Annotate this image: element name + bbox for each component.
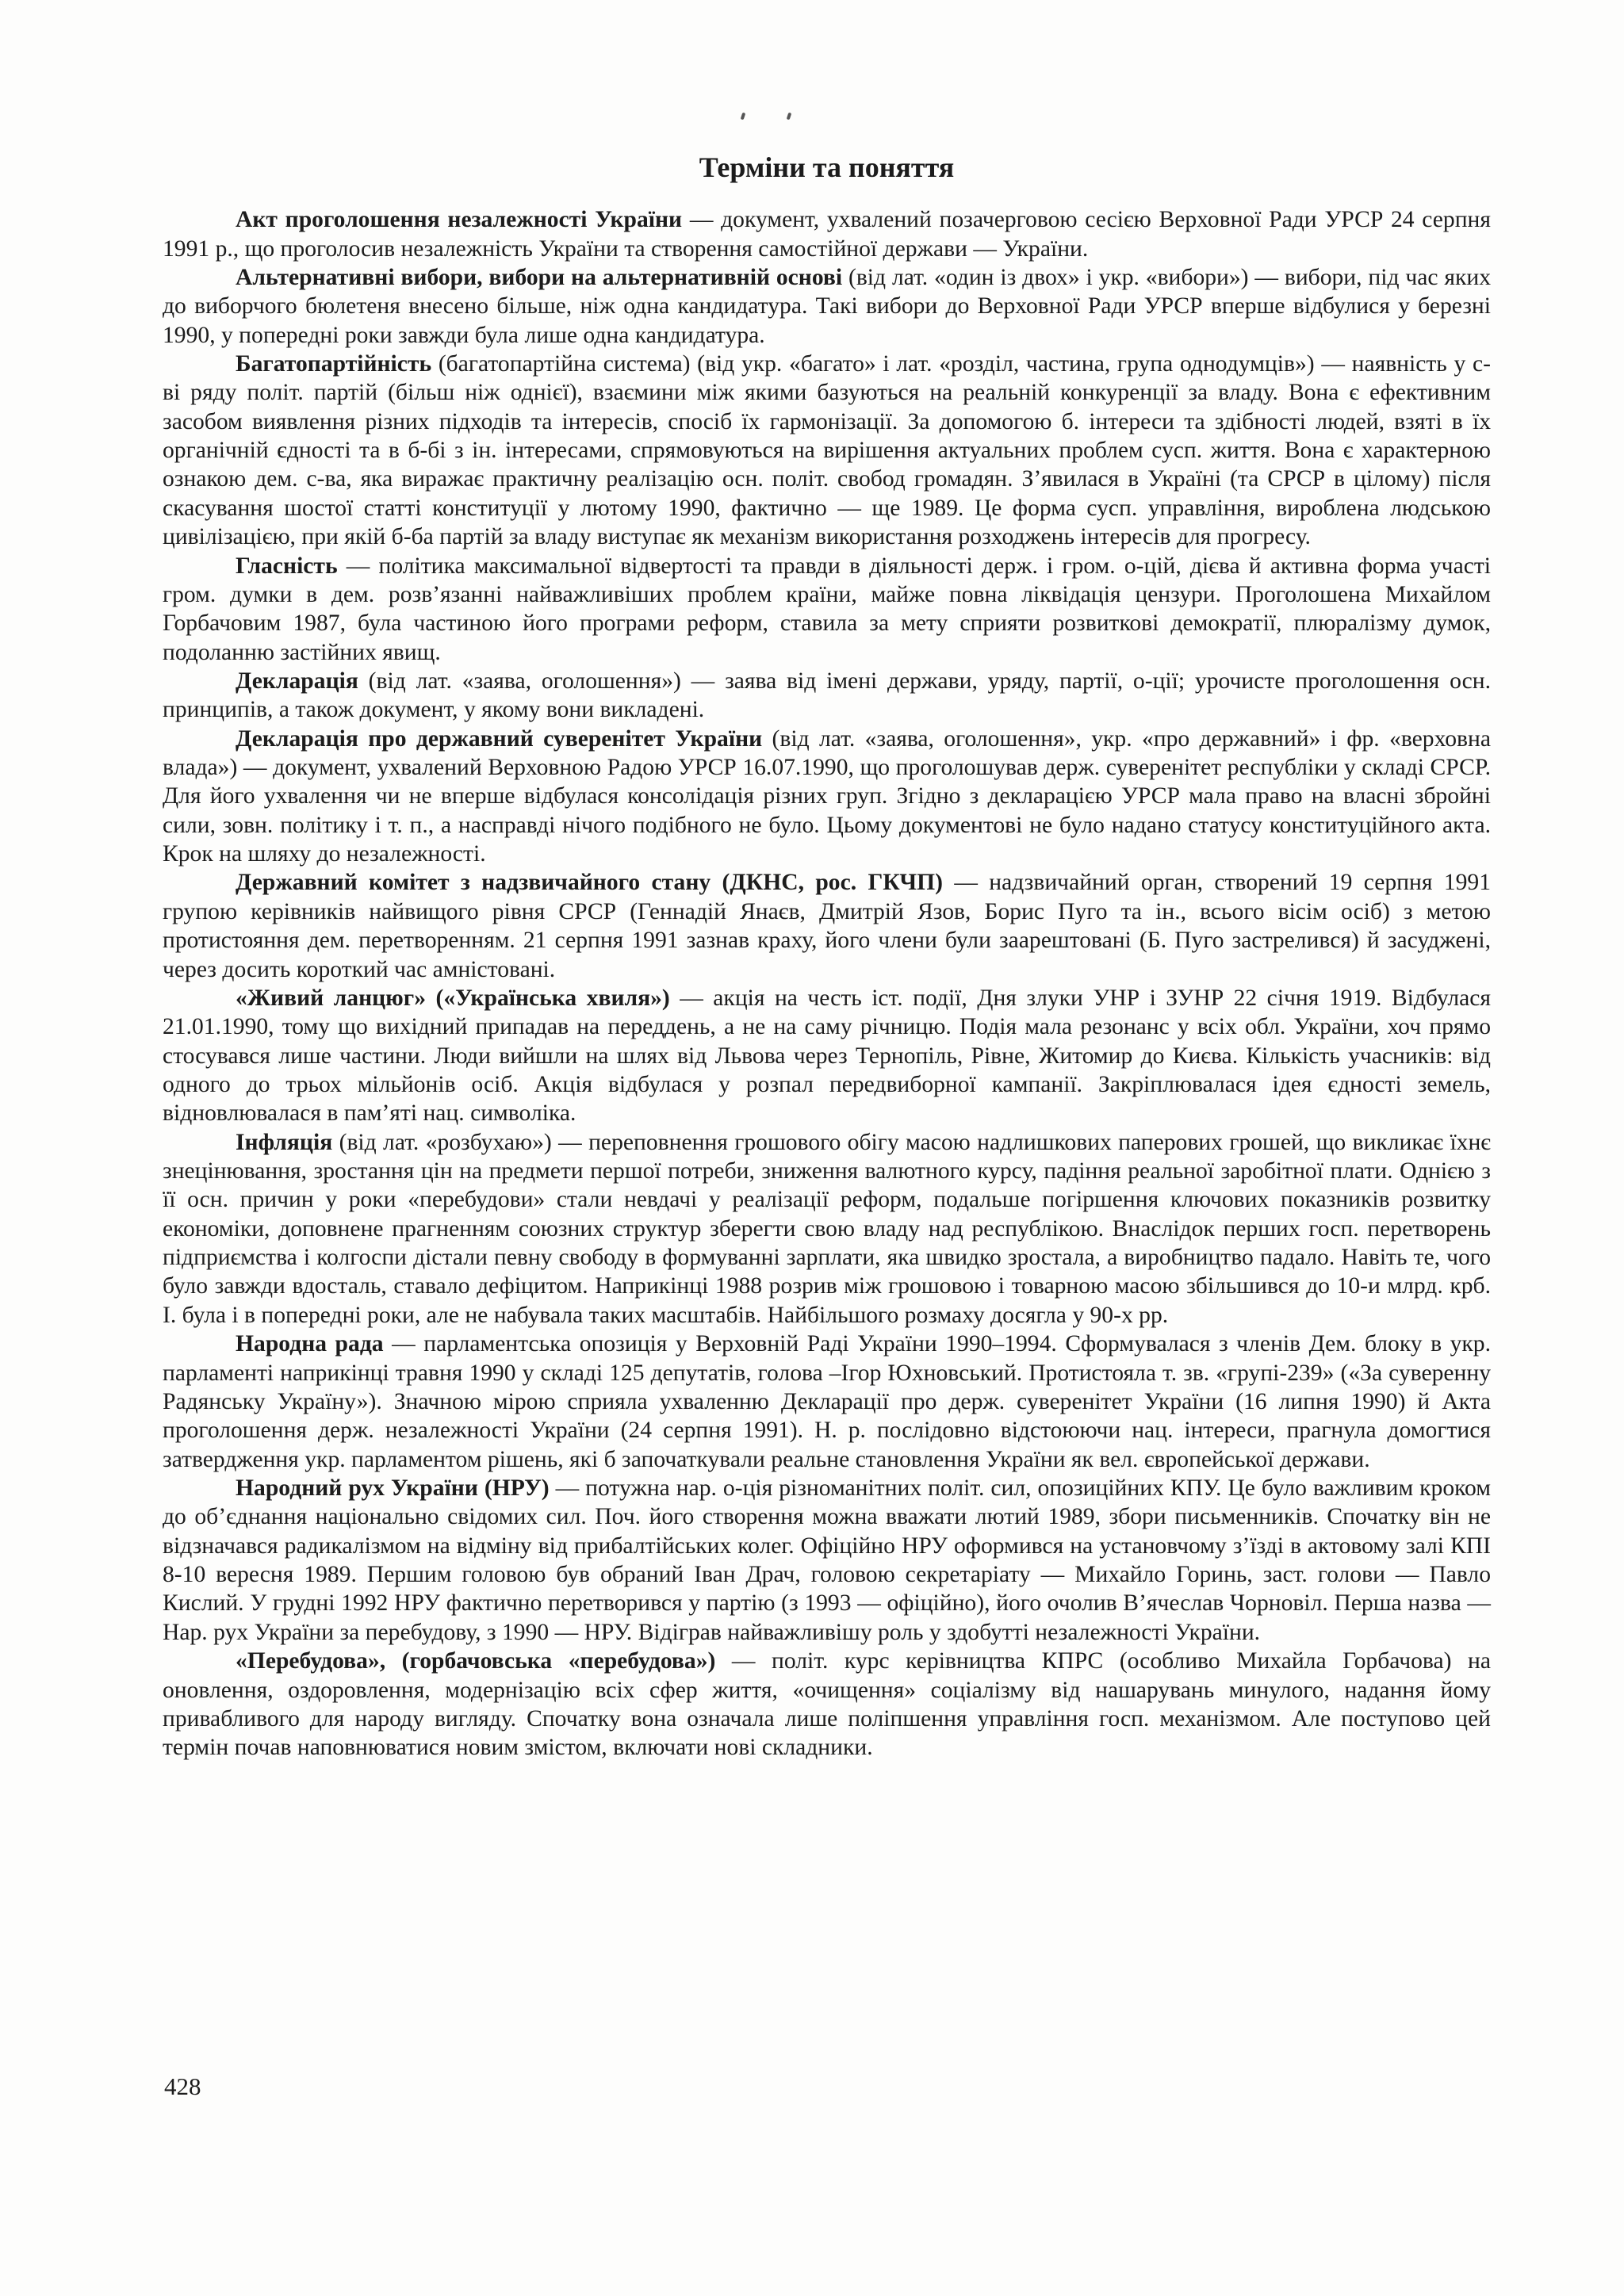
term-entry [163,263,1491,350]
term-entry [163,1128,1491,1330]
term-definition: — політика максимальної відвертості та правди в діяльності держ. і гром. о-цій, дієва й активна форма участі гром. думки в дем. розв’язанні найважливіших проблем країни, майже повна ліквідація цензури. Проголошена Михайлом Горбачовим 1987, була частиною його програми реформ, ставила за мету сприяти розвиткові демократії, плюралізму думок, подоланню застійних явищ. [163,553,1491,665]
term-name: Гласність [236,553,338,579]
term-entry [163,1474,1491,1647]
term-definition: (від лат. «заява, оголошення», укр. «про державний» і фр. «верховна влада») — документ, ухвалений Верховною Радою УРСР 16.07.1990, що проголошував держ. суверенітет республіки у складі СРСР. Для його ухвалення чи не вперше відбулася консолідація різних груп. Згідно з декларацією УРСР мала право на власні збройні сили, зовн. політику і т. п., а насправді нічого подібного не було. Цьому документові не було надано статусу конституційного акта. Крок на шляху до незалежності. [163,725,1491,867]
page-number: 428 [164,2072,201,2100]
term-name: Народний рух України (НРУ) [236,1475,550,1501]
term-entry [163,350,1491,552]
term-name: Багатопартійність [236,350,432,377]
term-definition: — надзвичайний орган, створений 19 серпня 1991 групою керівників найвищого рівня СРСР (Геннадій Янаєв, Дмитрій Язов, Борис Пуго та ін., всього вісім осіб) з метою протистояння дем. перетворенням. 21 серпня 1991 зазнав краху, його члени були заарештовані (Б. Пуго застрелився) й засуджені, через досить короткий час амністовані. [163,870,1492,982]
term-entry [163,1647,1491,1762]
term-name: Народна рада [236,1331,384,1357]
page-title: Терміни та поняття [699,151,955,183]
document-page [163,111,1491,1762]
term-definition: — політ. курс керівництва КПРС (особливо Михайла Горбачова) на оновлення, оздоровлення, модернізацію всіх сфер життя, «очищення» соціалізму від нашарувань минулого, надання йому привабливого для народу вигляду. Спочатку вона означала лише поліпшення управління госп. механізмом. Але поступово цей термін почав наповнюватися новим змістом, включати нові складники. [163,1648,1492,1761]
term-entry [163,725,1491,869]
term-name: Інфляція [236,1129,333,1155]
term-entry [163,1330,1491,1474]
term-name: «Перебудова», (горбачовська «перебудова») [236,1648,716,1674]
term-name: Акт проголошення незалежності України [236,207,683,233]
term-name: Альтернативні вибори, вибори на альтернативній основі [236,264,843,290]
term-name: «Живий ланцюг» («Українська хвиля») [236,985,670,1011]
term-definition: (від лат. «заява, оголошення») — заява від імені держави, уряду, партії, о-ції; урочисте проголошення осн. принципів, а також документ, у якому вони викладені. [163,668,1491,723]
term-entry [163,868,1491,983]
term-entry [163,552,1491,667]
term-entry [163,984,1491,1128]
term-definition: — потужна нар. о-ція різноманітних політ. сил, опозиційних КПУ. Це було важливим кроком до об’єднання національно свідомих сил. Поч. його створення можна вважати лютий 1989, збори письменників. Спочатку він не відзначався радикалізмом на відміну від прибалтійських колег. Офіційно НРУ оформився на установчому з’їзді в актовому залі КПІ 8-10 вересня 1989. Першим головою був обраний Іван Драч, головою секретаріату — Михайло Горинь, заст. голови — Павло Кислий. У грудні 1992 НРУ фактично перетворився у партію (з 1993 — офіційно), його очолив В’ячеслав Чорновіл. Перша назва — Нар. рух України за перебудову, з 1990 — НРУ. Відіграв найважливішу роль у здобутті незалежності України. [163,1475,1491,1645]
term-definition: — документ, ухвалений позачерговою сесією Верховної Ради УРСР 24 серпня 1991 р., що проголосив незалежність України та створення самостійної держави — України. [163,207,1492,262]
term-definition: — парламентська опозиція у Верховній Раді України 1990–1994. Сформувалася з членів Дем. блоку в укр. парламенті наприкінці травня 1990 у складі 125 депутатів, голова –Ігор Юхновський. Протистояла т. зв. «групі-239» («За суверенну Радянську Україну»). Значною мірою сприяла ухваленню Декларації про держ. суверенітет України (16 липня 1990) й Акта проголошення держ. незалежності України (24 серпня 1991). Н. р. послідовно відстоюючи нац. інтереси, прагнула домогтися затвердження укр. парламентом рішень, які б започаткували реальне становлення України як вел. європейської держави. [163,1331,1491,1472]
term-entry [163,667,1491,725]
term-definition: — акція на честь іст. події, Дня злуки УНР і ЗУНР 22 січня 1919. Відбулася 21.01.1990, тому що вихідний припадав на переддень, а не на саму річницю. Подія мала резонанс у всіх обл. України, хоч прямо стосувався лише частини. Люди вийшли на шлях від Львова через Тернопіль, Рівне, Житомир до Києва. Кількість учасників: від одного до трьох мільйонів осіб. Акція відбулася у розпал передвиборної кампанії. Закріплювалася ідея єдності земель, відновлювалася в пам’яті нац. символіка. [163,985,1491,1127]
term-name: Державний комітет з надзвичайного стану (ДКНС, рос. ГКЧП) [236,870,943,896]
term-definition: (багатопартійна система) (від укр. «багато» і лат. «розділ, частина, група однодумців») — наявність у с-ві ряду політ. партій (більш ніж однієї), взаємини між якими базуються на реальній конкуренції за владу. Вона є ефективним засобом виявлення різних підходів та інтересів, спосіб їх гармонізації. За допомогою б. інтереси та здібності людей, взяті в їх органічній єдності та в б-бі з ін. інтересами, спрямовуються на вирішення актуальних проблем сусп. життя. Вона є характерною ознакою дем. с-ва, яка виражає практичну реалізацію осн. політ. свобод громадян. З’явилася в Україні (та СРСР в цілому) після скасування шостої статті конституції у лютому 1990, фактично — ще 1989. Це форма сусп. управління, вироблена людською цивілізацією, при якій б-ба партій за владу виступає як механізм використання розходжень інтересів для прогресу. [163,350,1491,550]
term-name: Декларація про державний суверенітет України [236,725,763,752]
term-definition: (від лат. «один із двох» і укр. «вибори») — вибори, під час яких до виборчого бюлетеня внесено більше, ніж одна кандидатура. Такі вибори до Верховної Ради УРСР вперше відбулися у березні 1990, у попередні роки завжди була лише одна кандидатура. [163,264,1492,348]
term-definition: (від лат. «розбухаю») — переповнення грошового обігу масою надлишкових паперових грошей, що викликає їхнє знецінювання, зростання цін на предмети першої потреби, зниження валютного курсу, падіння реальної заробітної плати. Однією з її осн. причин у роки «перебудови» стали невдачі у реалізації реформ, подальше погіршення ключових показників розвитку економіки, доповнене прагненням союзних структур зберегти свою владу над республікою. Внаслідок перших госп. перетворень підприємства і колгоспи дістали певну свободу в формуванні зарплати, яка швидко зростала, а виробництво падало. Навіть те, чого було завжди вдосталь, ставало дефіцитом. Наприкінці 1988 розрив між грошовою і товарною масою збільшився до 10-и млрд. крб. І. була і в попередні роки, але не набувала таких масштабів. Найбільшого розмаху досягла у 90-х рр. [163,1129,1491,1328]
term-name: Декларація [236,668,358,694]
term-entry [163,205,1491,263]
